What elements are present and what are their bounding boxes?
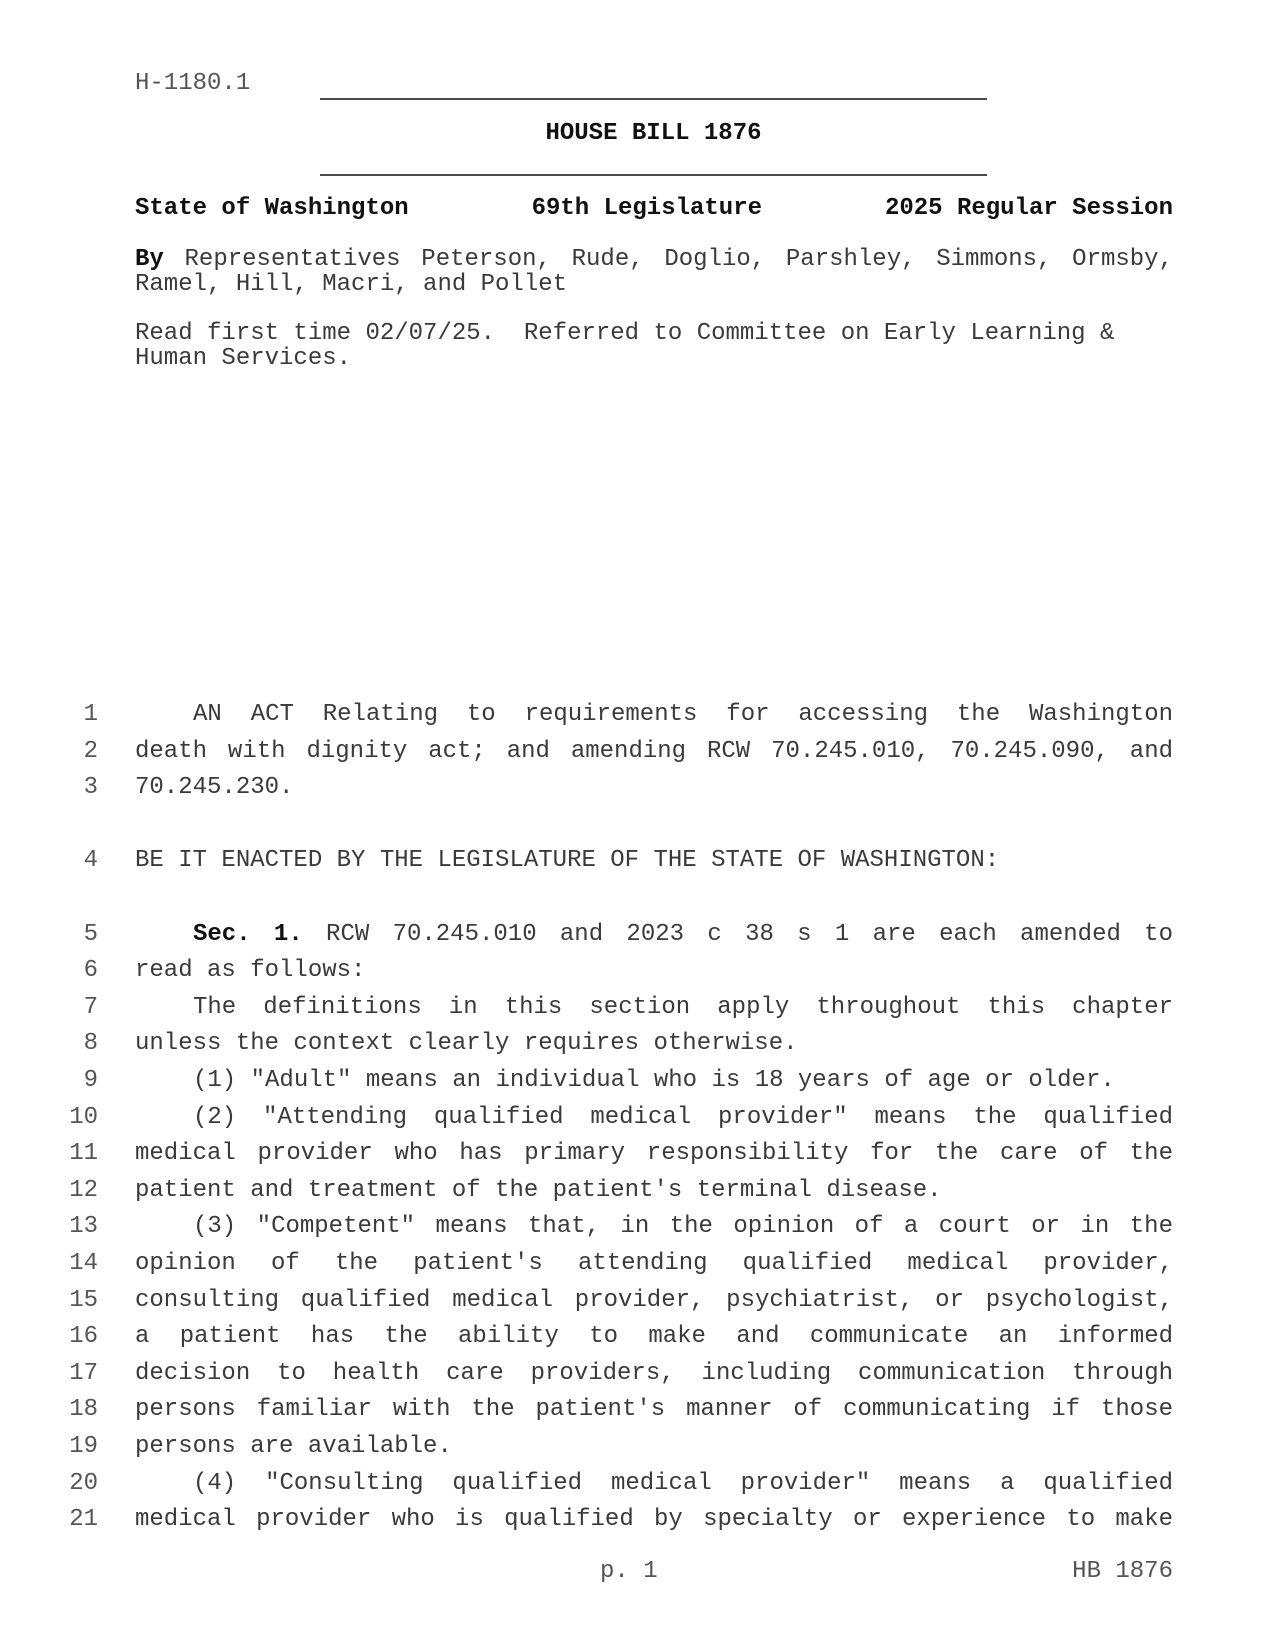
line-number: 10 (69, 1104, 98, 1131)
section-label: Sec. 1. (193, 921, 303, 948)
bill-text-line (135, 1066, 1173, 1096)
document-id: H-1180.1 (135, 70, 251, 97)
bill-text-line (135, 1176, 1173, 1206)
line-text: consulting qualified medical provider, psychiatrist, or psychologist, (135, 1287, 1173, 1314)
bill-text-line (135, 1029, 1173, 1059)
line-number: 9 (83, 1067, 98, 1094)
bill-text-line (135, 700, 1173, 730)
bill-text-line (135, 1286, 1173, 1316)
line-text: (2) "Attending qualified medical provider" means the qualified (193, 1104, 1173, 1131)
session-label: 2025 Regular Session (884, 195, 1173, 222)
sponsors-names-1: Representatives Peterson, Rude, Doglio, Parshley, Simmons, Ormsby, (163, 246, 1173, 273)
bill-title: HOUSE BILL 1876 (545, 120, 762, 147)
bill-text-line (135, 920, 1173, 950)
bill-text-line (135, 1139, 1173, 1169)
line-text: patient and treatment of the patient's terminal disease. (135, 1177, 942, 1204)
line-text: death with dignity act; and amending RCW 70.245.010, 70.245.090, and (135, 738, 1173, 765)
bill-text-line (135, 1249, 1173, 1279)
line-text: persons are available. (135, 1433, 452, 1460)
sponsors-line-2: Ramel, Hill, Macri, and Pollet (135, 271, 568, 298)
line-number: 8 (83, 1030, 98, 1057)
line-number: 16 (69, 1323, 98, 1350)
line-text: decision to health care providers, including communication through (135, 1360, 1173, 1387)
line-text: AN ACT Relating to requirements for accessing the Washington (193, 701, 1173, 728)
legislature-label: 69th Legislature (531, 195, 763, 222)
line-text: unless the context clearly requires otherwise. (135, 1030, 798, 1057)
bill-text-line (135, 993, 1173, 1023)
line-text: 70.245.230. (135, 774, 294, 801)
bill-text-line (135, 737, 1173, 767)
bill-text-line (135, 956, 1173, 986)
bill-text-line (135, 1103, 1173, 1133)
line-text: a patient has the ability to make and communicate an informed (135, 1323, 1173, 1350)
referral-block (135, 321, 1173, 371)
bill-text-line (135, 773, 1173, 803)
line-text: The definitions in this section apply throughout this chapter (193, 994, 1173, 1021)
line-number: 13 (69, 1213, 98, 1240)
bottom-rule (320, 174, 987, 176)
page-number: p. 1 (600, 1558, 658, 1585)
line-number: 4 (83, 847, 98, 874)
line-number: 11 (69, 1140, 98, 1167)
line-number: 2 (83, 738, 98, 765)
line-number: 19 (69, 1433, 98, 1460)
line-number: 1 (83, 701, 98, 728)
line-number: 12 (69, 1177, 98, 1204)
sponsors-line-1 (135, 247, 1173, 272)
line-text: (3) "Competent" means that, in the opinion of a court or in the (193, 1213, 1173, 1240)
bill-text-line (135, 1212, 1173, 1242)
line-text: medical provider who is qualified by specialty or experience to make (135, 1506, 1173, 1533)
line-number: 6 (83, 957, 98, 984)
session-row (135, 195, 1173, 223)
bill-text-line (135, 1322, 1173, 1352)
bill-text-line (135, 1395, 1173, 1425)
bill-text-line (135, 1505, 1173, 1535)
bill-text-line (135, 1469, 1173, 1499)
line-number: 21 (69, 1506, 98, 1533)
sponsors-block (135, 247, 1173, 297)
top-rule (320, 98, 987, 100)
line-text: read as follows: (135, 957, 366, 984)
line-text: RCW 70.245.010 and 2023 c 38 s 1 are each amended to (302, 921, 1173, 948)
line-number: 15 (69, 1287, 98, 1314)
bill-text-line (135, 1359, 1173, 1389)
line-number: 7 (83, 994, 98, 1021)
line-text: (1) "Adult" means an individual who is 18 years of age or older. (193, 1067, 1115, 1094)
line-number: 3 (83, 774, 98, 801)
line-number: 18 (69, 1396, 98, 1423)
line-number: 17 (69, 1360, 98, 1387)
referral-line-1: Read first time 02/07/25. Referred to Committee on Early Learning & (135, 320, 1115, 347)
line-text: medical provider who has primary responsibility for the care of the (135, 1140, 1173, 1167)
bill-text-line (135, 1432, 1173, 1462)
line-text: BE IT ENACTED BY THE LEGISLATURE OF THE STATE OF WASHINGTON: (135, 847, 1000, 874)
line-number: 5 (83, 921, 98, 948)
line-text: (4) "Consulting qualified medical provider" means a qualified (193, 1470, 1173, 1497)
line-number: 20 (69, 1470, 98, 1497)
footer-bill-ref: HB 1876 (1072, 1558, 1173, 1585)
line-number: 14 (69, 1250, 98, 1277)
referral-line-2: Human Services. (135, 345, 352, 372)
bill-text-line (135, 846, 1173, 876)
line-text: opinion of the patient's attending qualified medical provider, (135, 1250, 1173, 1277)
sponsors-prefix: By (135, 246, 164, 273)
line-text: persons familiar with the patient's manner of communicating if those (135, 1396, 1173, 1423)
state-label: State of Washington (135, 195, 409, 222)
